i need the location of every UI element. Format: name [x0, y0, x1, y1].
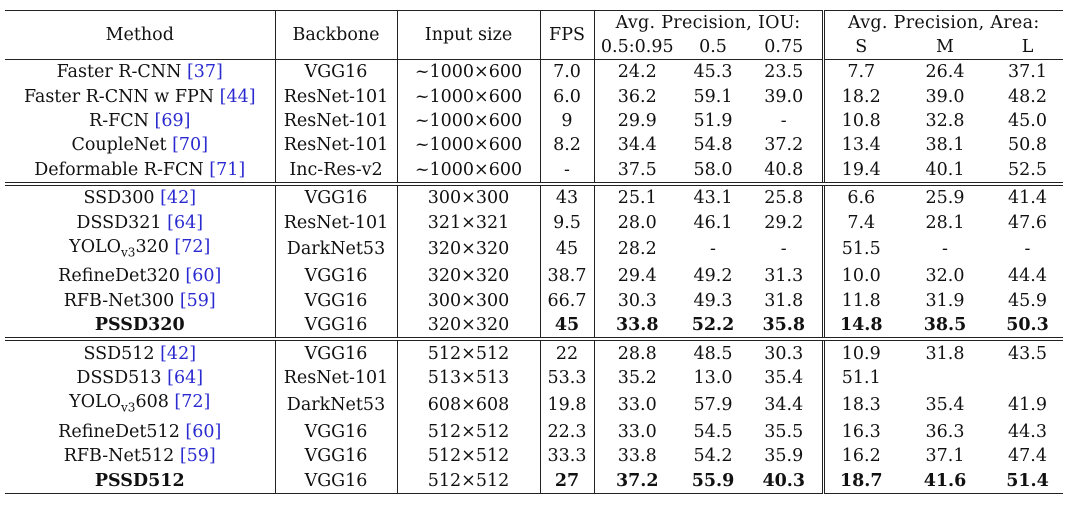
cell-input-size: 300×300 — [397, 289, 540, 313]
cell-ap-large: 41.4 — [992, 184, 1063, 210]
table-row — [5, 444, 1063, 468]
cell-ap-small: 18.3 — [841, 394, 881, 415]
cell-input-size: 320×320 — [397, 313, 540, 339]
header-iou-1: 0.5 — [699, 37, 727, 57]
cell-method — [5, 420, 275, 444]
cell-ap50: 49.3 — [693, 290, 733, 311]
citation-link[interactable]: [59] — [179, 290, 216, 311]
cell-method — [5, 60, 275, 85]
cell-ap75: 25.8 — [746, 184, 823, 210]
cell-backbone: ResNet-101 — [275, 210, 397, 234]
cell-backbone: VGG16 — [275, 444, 397, 468]
cell-ap-medium: 38.5 — [923, 315, 967, 336]
cell-backbone: ResNet-101 — [275, 133, 397, 157]
cell-ap75: 30.3 — [746, 339, 823, 365]
cell-ap-medium: 35.4 — [925, 394, 965, 415]
table-row — [5, 339, 1063, 365]
cell-ap-large: 41.9 — [1008, 394, 1047, 415]
method-name: RFB-Net300 — [63, 290, 180, 311]
cell-ap50: 49.2 — [693, 266, 733, 287]
cell-ap-small: 11.8 — [841, 290, 881, 311]
cell-ap75: 40.3 — [746, 468, 823, 493]
cell-ap50: 57.9 — [693, 394, 733, 415]
cell-input-size: 320×320 — [397, 235, 540, 265]
cell-fps: - — [540, 158, 594, 184]
method-name: PSSD320 — [94, 315, 185, 336]
table-row — [5, 390, 1063, 420]
cell-ap-large: 50.8 — [1008, 135, 1047, 156]
cell-method — [5, 390, 275, 420]
cell-fps: 27 — [540, 468, 594, 493]
cell-fps: 45 — [540, 313, 594, 339]
cell-input-size: 608×608 — [397, 390, 540, 420]
header-area-2: L — [1021, 37, 1034, 57]
cell-fps: 6.0 — [540, 84, 594, 108]
method-name: SSD300 — [83, 188, 161, 209]
method-name-rendered: $YOLO_{v3}320$ — [69, 236, 175, 260]
cell-fps: 7.0 — [540, 60, 594, 85]
cell-ap50: 52.2 — [691, 315, 735, 336]
method-name: Faster R-CNN — [56, 62, 187, 83]
cell-ap-large: 45.9 — [1008, 290, 1047, 311]
cell-ap-medium: 26.4 — [898, 60, 992, 85]
cell-ap: 28.8 — [594, 339, 680, 365]
cell-ap50: 46.1 — [693, 212, 733, 233]
cell-input-size: 300×300 — [397, 184, 540, 210]
cell-backbone: Inc-Res-v2 — [275, 158, 397, 184]
table-row — [5, 313, 1063, 339]
cell-fps: 38.7 — [540, 264, 594, 288]
cell-ap-medium: 40.1 — [925, 159, 965, 180]
citation-link[interactable]: [42] — [160, 343, 197, 364]
cell-ap-small: 6.6 — [823, 184, 898, 210]
cell-ap75: 31.3 — [746, 264, 823, 288]
citation-link[interactable]: [69] — [154, 110, 191, 131]
method-name: Deformable R-FCN — [34, 159, 210, 180]
cell-ap75: 37.2 — [746, 133, 823, 157]
cell-ap-medium: 36.3 — [925, 421, 965, 442]
header-iou-2: 0.75 — [746, 35, 823, 60]
cell-ap: 25.1 — [594, 184, 680, 210]
citation-link[interactable]: [60] — [185, 266, 222, 287]
header-method: Method — [5, 11, 275, 60]
cell-ap-small: 10.0 — [841, 266, 881, 287]
cell-method — [5, 264, 275, 288]
cell-ap-small: 51.5 — [841, 239, 881, 260]
cell-backbone: ResNet-101 — [275, 109, 397, 133]
table-row — [5, 289, 1063, 313]
cell-ap-large: 50.3 — [1006, 315, 1049, 336]
cell-method — [5, 109, 275, 133]
header-row-1 — [5, 11, 1063, 36]
table-body — [5, 60, 1063, 494]
cell-ap-medium: 31.8 — [898, 339, 992, 365]
cell-input-size: 512×512 — [397, 468, 540, 493]
cell-fps: 19.8 — [540, 390, 594, 420]
cell-ap75: - — [746, 235, 823, 265]
cell-ap75: 23.5 — [746, 60, 823, 85]
table-row — [5, 60, 1063, 85]
cell-ap50: 54.5 — [693, 421, 733, 442]
citation-link[interactable]: [37] — [186, 62, 223, 83]
cell-ap75: 34.4 — [746, 390, 823, 420]
cell-method — [5, 444, 275, 468]
method-name: PSSD512 — [94, 470, 185, 491]
cell-ap-medium: - — [942, 239, 948, 260]
cell-ap75: 35.4 — [746, 366, 823, 390]
cell-ap: 33.0 — [617, 421, 657, 442]
cell-backbone: VGG16 — [275, 264, 397, 288]
cell-ap-medium — [898, 366, 992, 390]
method-name: DSSD513 — [76, 367, 168, 388]
cell-ap50: 13.0 — [693, 367, 733, 388]
cell-input-size: ~1000×600 — [397, 60, 540, 85]
cell-backbone: VGG16 — [275, 313, 397, 339]
cell-ap50: 54.2 — [693, 446, 733, 467]
cell-ap-small: 10.8 — [841, 110, 881, 131]
method-name: SSD512 — [83, 343, 161, 364]
cell-ap50: 43.1 — [680, 184, 746, 210]
cell-input-size: 512×512 — [397, 339, 540, 365]
citation-link[interactable]: [42] — [160, 188, 197, 209]
cell-ap: 33.8 — [615, 315, 659, 336]
cell-method — [5, 133, 275, 157]
cell-ap-large: 43.5 — [992, 339, 1063, 365]
citation-link[interactable]: [70] — [172, 135, 209, 156]
cell-input-size: 321×321 — [397, 210, 540, 234]
cell-ap50: 59.1 — [693, 86, 733, 107]
method-name: RefineDet320 — [58, 266, 186, 287]
method-name: CoupleNet — [71, 135, 173, 156]
cell-ap-medium: 39.0 — [925, 86, 965, 107]
header-backbone: Backbone — [275, 11, 397, 60]
cell-method — [5, 468, 275, 493]
table-row — [5, 184, 1063, 210]
cell-ap: 29.4 — [617, 266, 657, 287]
cell-fps: 9 — [540, 109, 594, 133]
cell-ap-large: 44.4 — [1008, 266, 1047, 287]
table-row — [5, 158, 1063, 184]
cell-ap-small: 14.8 — [839, 315, 883, 336]
cell-input-size: 512×512 — [397, 444, 540, 468]
cell-ap-small: 16.3 — [841, 421, 881, 442]
cell-ap-small: 16.2 — [841, 446, 881, 467]
cell-ap75: 29.2 — [746, 210, 823, 234]
cell-ap: 33.0 — [617, 394, 657, 415]
cell-ap-medium: 41.6 — [898, 468, 992, 493]
cell-ap-small: 7.4 — [847, 212, 876, 233]
cell-input-size: 513×513 — [397, 366, 540, 390]
cell-backbone: DarkNet53 — [275, 390, 397, 420]
table-row — [5, 366, 1063, 390]
results-table-container — [5, 10, 1063, 494]
cell-backbone: VGG16 — [275, 184, 397, 210]
cell-fps: 8.2 — [540, 133, 594, 157]
table-row — [5, 235, 1063, 265]
cell-ap-medium: 28.1 — [925, 212, 965, 233]
method-name: Faster R-CNN w FPN — [23, 86, 220, 107]
table-row — [5, 264, 1063, 288]
cell-ap50: 55.9 — [680, 468, 746, 493]
cell-ap50: - — [710, 239, 716, 260]
cell-fps: 22.3 — [540, 420, 594, 444]
table-row — [5, 420, 1063, 444]
cell-ap-large: 47.6 — [1008, 212, 1047, 233]
table-row — [5, 210, 1063, 234]
citation-link[interactable]: [44] — [219, 86, 256, 107]
cell-ap-small: 19.4 — [841, 159, 881, 180]
cell-fps: 45 — [540, 235, 594, 265]
cell-ap-large: 44.3 — [1008, 421, 1047, 442]
cell-ap-medium: 32.0 — [925, 266, 965, 287]
cell-input-size: 512×512 — [397, 420, 540, 444]
cell-fps: 9.5 — [540, 210, 594, 234]
method-name-rendered: $YOLO_{v3}608$ — [69, 392, 175, 415]
cell-method — [5, 158, 275, 184]
cell-backbone: ResNet-101 — [275, 84, 397, 108]
cell-method — [5, 339, 275, 365]
header-ap-iou: Avg. Precision, IOU: — [594, 11, 823, 36]
cell-fps: 33.3 — [540, 444, 594, 468]
cell-ap75: 40.8 — [746, 158, 823, 184]
cell-method — [5, 366, 275, 390]
cell-ap-small: 18.2 — [841, 86, 881, 107]
cell-ap-large: - — [1024, 239, 1031, 260]
cell-ap-large: 51.4 — [992, 468, 1063, 493]
header-fps: FPS — [540, 11, 594, 60]
cell-ap-large: 47.4 — [1008, 446, 1047, 467]
results-table — [5, 10, 1063, 494]
cell-backbone: VGG16 — [275, 289, 397, 313]
cell-ap: 29.9 — [617, 110, 657, 131]
cell-input-size: ~1000×600 — [397, 133, 540, 157]
cell-method — [5, 184, 275, 210]
citation-link[interactable]: [64] — [167, 212, 204, 233]
cell-ap-small: 10.9 — [823, 339, 898, 365]
method-name: R-FCN — [89, 110, 155, 131]
table-row — [5, 133, 1063, 157]
header-area-0: S — [855, 37, 868, 57]
cell-fps: 43 — [540, 184, 594, 210]
cell-ap-medium: 38.1 — [925, 135, 965, 156]
header-ap-area: Avg. Precision, Area: — [823, 11, 1063, 36]
cell-ap50: 45.3 — [680, 60, 746, 85]
cell-ap-medium: 31.9 — [925, 290, 965, 311]
cell-backbone: VGG16 — [275, 468, 397, 493]
cell-method — [5, 210, 275, 234]
cell-ap50: 48.5 — [680, 339, 746, 365]
cell-ap-large: 48.2 — [1008, 86, 1047, 107]
citation-link[interactable]: [71] — [209, 159, 246, 180]
cell-ap75: - — [746, 109, 823, 133]
cell-ap: 24.2 — [594, 60, 680, 85]
cell-ap75: 35.5 — [746, 420, 823, 444]
citation-link[interactable]: [72] — [174, 392, 211, 413]
method-name: RFB-Net512 — [63, 446, 180, 467]
method-name: RefineDet512 — [58, 421, 186, 442]
citation-link[interactable]: [72] — [174, 236, 211, 257]
cell-input-size: ~1000×600 — [397, 109, 540, 133]
cell-ap75: 35.8 — [746, 313, 823, 339]
cell-method — [5, 84, 275, 108]
cell-ap75: 31.8 — [746, 289, 823, 313]
cell-backbone: ResNet-101 — [275, 366, 397, 390]
cell-ap50: 51.9 — [693, 110, 733, 131]
header-input-size: Input size — [397, 11, 540, 60]
cell-input-size: ~1000×600 — [397, 84, 540, 108]
cell-backbone: DarkNet53 — [275, 235, 397, 265]
cell-fps: 66.7 — [540, 289, 594, 313]
citation-link[interactable]: [64] — [167, 367, 204, 388]
cell-ap: 30.3 — [617, 290, 657, 311]
cell-method — [5, 289, 275, 313]
table-row — [5, 84, 1063, 108]
header-iou-0: 0.5:0.95 — [600, 37, 674, 57]
header-area-1: M — [936, 37, 954, 57]
citation-link[interactable]: [60] — [185, 421, 222, 442]
cell-ap-large — [992, 366, 1063, 390]
cell-ap: 36.2 — [617, 86, 657, 107]
cell-ap-medium: 32.8 — [925, 110, 965, 131]
cell-ap: 28.2 — [617, 239, 657, 260]
cell-input-size: 320×320 — [397, 264, 540, 288]
cell-ap-large: 37.1 — [992, 60, 1063, 85]
cell-ap: 35.2 — [617, 367, 657, 388]
cell-ap-small: 51.1 — [841, 367, 881, 388]
cell-ap: 28.0 — [617, 212, 657, 233]
cell-ap-large: 45.0 — [1008, 110, 1047, 131]
cell-ap50: 58.0 — [693, 159, 733, 180]
cell-ap: 37.2 — [594, 468, 680, 493]
table-row — [5, 468, 1063, 493]
cell-ap-medium: 25.9 — [898, 184, 992, 210]
cell-ap-small: 7.7 — [823, 60, 898, 85]
table-row — [5, 109, 1063, 133]
cell-ap-large: 52.5 — [1008, 159, 1047, 180]
cell-input-size: ~1000×600 — [397, 158, 540, 184]
cell-backbone: VGG16 — [275, 339, 397, 365]
cell-ap75: 35.9 — [746, 444, 823, 468]
cell-ap: 34.4 — [617, 135, 657, 156]
cell-ap-small: 18.7 — [823, 468, 898, 493]
cell-ap: 33.8 — [617, 446, 657, 467]
cell-ap50: 54.8 — [693, 135, 733, 156]
cell-method — [5, 235, 275, 265]
citation-link[interactable]: [59] — [179, 446, 216, 467]
cell-fps: 53.3 — [540, 366, 594, 390]
cell-backbone: VGG16 — [275, 60, 397, 85]
cell-fps: 22 — [540, 339, 594, 365]
cell-ap-small: 13.4 — [841, 135, 881, 156]
table-header — [5, 11, 1063, 60]
cell-method — [5, 313, 275, 339]
method-name: DSSD321 — [76, 212, 168, 233]
cell-ap: 37.5 — [617, 159, 657, 180]
cell-ap75: 39.0 — [746, 84, 823, 108]
cell-backbone: VGG16 — [275, 420, 397, 444]
cell-ap-medium: 37.1 — [925, 446, 965, 467]
